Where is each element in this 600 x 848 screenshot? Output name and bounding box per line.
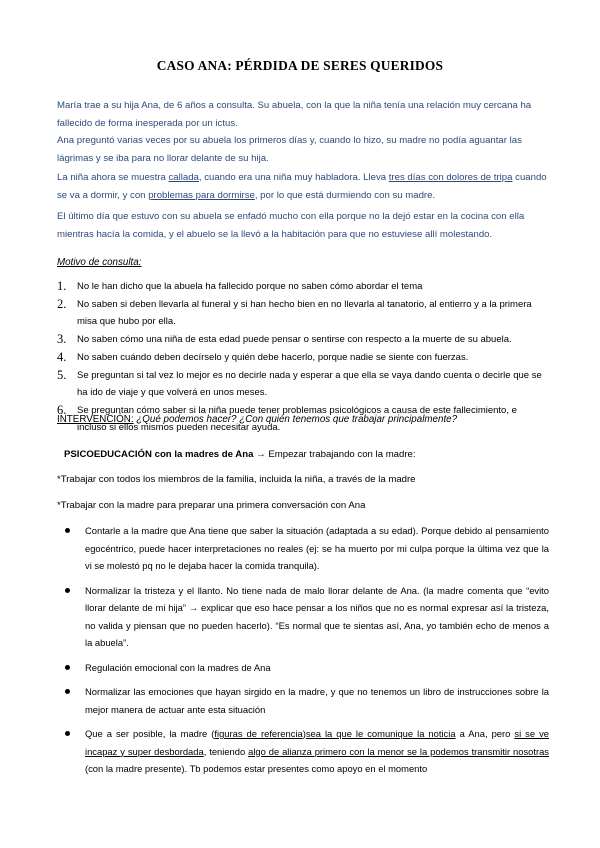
- intro-paragraph-4: El último día que estuvo con su abuela se enfadó mucho con ella porque no la dejó estar en la cocina con ella mientras hacía la comida, y el abuelo se la llevó a la habitación para que no estuviese allí molestando.: [57, 211, 525, 240]
- underlined-text: tres días con dolores de tripa: [388, 172, 513, 183]
- list-number: 6.: [57, 403, 67, 417]
- underlined-text: algo de alianza primero con la menor se la podemos transmitir nosotras: [248, 745, 549, 757]
- bullet-text: Contarle a la madre que Ana tiene que saber la situación (adaptada a su edad). Porque debido al pensamiento egocéntrico, puede hacer interpretaciones no reales (ej: se ha muerto por mi culpa porque la última vez que la vi se molestó pq no le dejaba hacer la comida tranquila).: [85, 525, 549, 571]
- bullet-dot-icon: [65, 731, 70, 736]
- text-run: (con la madre presente). Tb podemos estar presentes como apoyo en el momento: [85, 763, 428, 774]
- list-item: [57, 349, 547, 366]
- intervencion-question: ¿Qué podemos hacer? ¿Con quién tenemos que trabajar principalmente?: [133, 414, 458, 425]
- list-number: 1.: [57, 279, 67, 293]
- list-text: No saben cuándo deben decírselo y quién debe hacerlo, porque nadie se siente con fuerzas.: [77, 352, 469, 363]
- bullet-item: [57, 725, 549, 778]
- text-run: → Empezar trabajando con la madre:: [253, 449, 416, 460]
- bullet-text: Normalizar la tristeza y el llanto. No tiene nada de malo llorar delante de Ana. (la madre comenta que “evito llorar delante de mi hija” → explicar que eso hace pensar a los niños que no es normal expresar así la tristeza, no valida y piensan que no pueden hacerlo). “Es normal que te sientas así, Ana, yo también echo de menos a la abuela”.: [85, 584, 549, 648]
- list-item: [57, 331, 547, 348]
- underlined-text: problemas para dormirse: [148, 190, 255, 201]
- text-run: , por lo que está durmiendo con su madre.: [254, 190, 436, 201]
- list-text: No le han dicho que la abuela ha fallecido porque no saben cómo abordar el tema: [77, 281, 423, 292]
- underlined-text: si se ve incapaz y super desbordada: [85, 728, 549, 757]
- list-number: 3.: [57, 332, 67, 346]
- list-text: Se preguntan si tal vez lo mejor es no decirle nada y esperar a que ella se vaya dando cuenta o decirle que se ha ido de viaje y que volverá en unos meses.: [77, 370, 542, 398]
- list-item: [57, 296, 547, 330]
- bullet-item: [57, 659, 549, 677]
- intro-paragraph-2: Ana preguntó varias veces por su abuela los primeros días y, cuando lo hizo, su madre no podía aguantar las lágrimas y se iba para no llorar delante de su hija.: [57, 135, 522, 164]
- star-note-1: *Trabajar con todos los miembros de la familia, incluida la niña, a través de la madre: [57, 474, 416, 485]
- psicoeducacion-line: [64, 446, 554, 464]
- underlined-text: callada: [168, 172, 199, 183]
- list-text: No saben cómo una niña de esta edad puede pensar o sentirse con respecto a la muerte de su abuela.: [77, 334, 512, 345]
- bullet-item: [57, 522, 549, 575]
- text-run: , teniendo: [203, 745, 249, 757]
- page-title: CASO ANA: PÉRDIDA DE SERES QUERIDOS: [156, 58, 444, 73]
- motivo-heading: Motivo de consulta:: [57, 257, 142, 268]
- intervencion-heading: [57, 414, 457, 425]
- text-run: ): [302, 728, 306, 739]
- list-number: 5.: [57, 368, 67, 382]
- text-run: Que a ser posible, la madre (: [85, 728, 215, 739]
- list-text: Se preguntan cómo saber si la niña puede tener problemas psicológicos a causa de este fallecimiento, e incluso si ellos mismos pueden necesitar ayuda.: [77, 405, 517, 433]
- bullet-item: [57, 683, 549, 718]
- star-note-2: *Trabajar con la madre para preparar una primera conversación con Ana: [57, 500, 366, 511]
- text-run: La niña ahora se muestra: [57, 172, 169, 183]
- psicoeducacion-label: PSICOEDUCACIÓN con la madres de Ana: [64, 449, 254, 460]
- bullet-dot-icon: [65, 588, 70, 593]
- text-run: a Ana, pero: [455, 728, 515, 739]
- list-text: No saben si deben llevarla al funeral y si han hecho bien en no llevarla al tanatorio, al entierro y a la primera misa que hubo por ella.: [77, 299, 532, 327]
- bullet-text: Normalizar las emociones que hayan sirgido en la madre, y que no tenemos un libro de instrucciones sobre la mejor manera de actuar ante esta situación: [85, 686, 549, 715]
- bullet-dot-icon: [65, 528, 70, 533]
- underlined-text: figuras de referencia: [214, 728, 303, 739]
- list-item: [57, 367, 547, 401]
- text-run: cuando se va a dormir, y con: [57, 172, 547, 201]
- text-run: , cuando era una niña muy habladora. Lleva: [198, 172, 389, 183]
- bullet-dot-icon: [65, 689, 70, 694]
- intro-paragraph-3: [57, 169, 547, 205]
- list-number: 2.: [57, 297, 67, 311]
- list-item: [57, 278, 547, 295]
- intro-paragraph-1: María trae a su hija Ana, de 6 años a consulta. Su abuela, con la que la niña tenía una relación muy cercana ha fallecido de forma inesperada por un ictus.: [57, 100, 532, 129]
- underlined-text: sea la que le comunique la noticia: [305, 728, 456, 739]
- bullet-item: [57, 582, 549, 652]
- bullet-text: Regulación emocional con la madres de Ana: [85, 661, 271, 673]
- bullet-dot-icon: [65, 665, 70, 670]
- list-number: 4.: [57, 350, 67, 364]
- bullet-list: [57, 522, 549, 785]
- intervencion-label: INTERVENCIÓN:: [57, 414, 134, 425]
